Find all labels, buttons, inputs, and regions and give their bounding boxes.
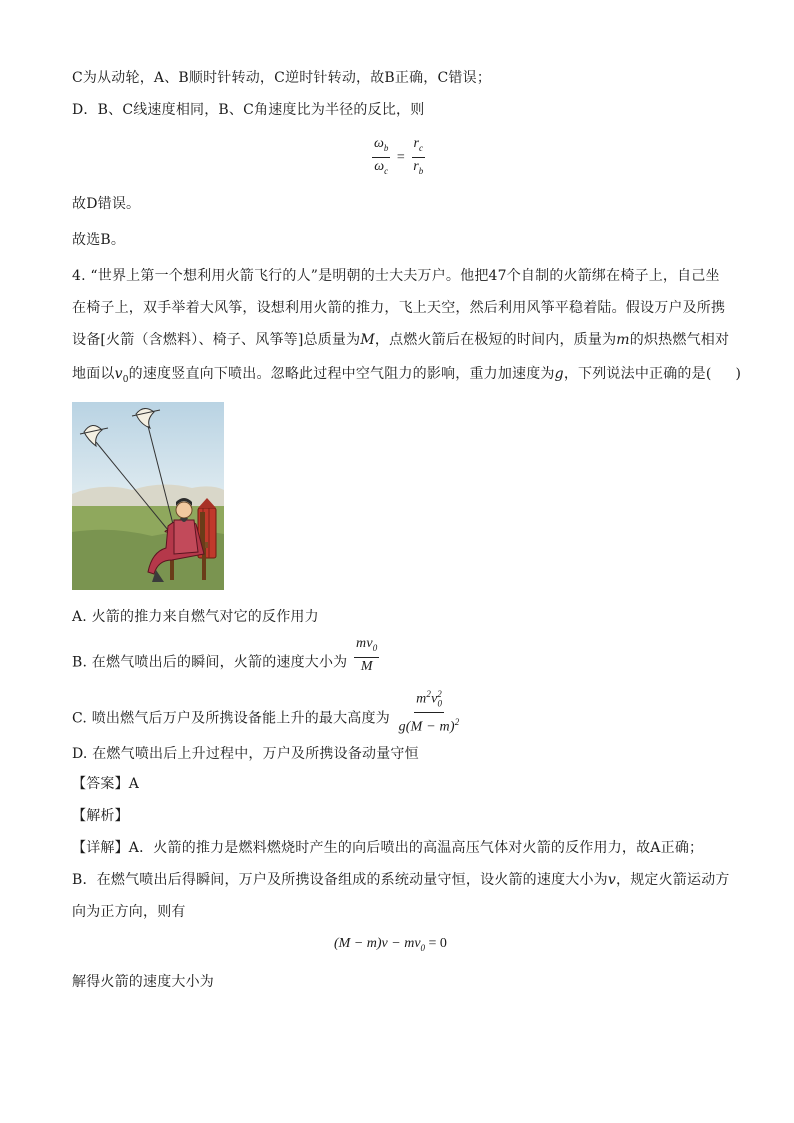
r-b: r bbox=[413, 158, 419, 174]
detail-a: 【详解】A．火箭的推力是燃料燃烧时产生的向后喷出的高温高压气体对火箭的反作用力，故A正确； bbox=[72, 840, 704, 856]
r-b-sub: b bbox=[418, 165, 424, 176]
var-M: M bbox=[360, 332, 375, 348]
omega-c: ω bbox=[374, 158, 385, 174]
option-c-num-m: m bbox=[416, 691, 427, 707]
q4-line3-part-a: 设备[火箭（含燃料）、椅子、风筝等]总质量为 bbox=[72, 332, 361, 348]
analysis-label: 【解析】 bbox=[72, 808, 129, 824]
angular-velocity-ratio-formula bbox=[372, 136, 425, 179]
q4-line4-part-b: 的速度竖直向下喷出。忽略此过程中空气阻力的影响，重力加速度为 bbox=[128, 366, 555, 382]
detail-b-text-end: ，规定火箭运动方 bbox=[616, 872, 730, 888]
question-4-line-2: 在椅子上，双手举着大风筝，设想利用火箭的推力，飞上天空，然后利用风筝平稳着陆。假设万户及所携 bbox=[72, 300, 726, 316]
momentum-equation bbox=[334, 936, 447, 953]
option-b-numerator-sub: 0 bbox=[372, 642, 378, 653]
text-line-3: 故D错误。 bbox=[72, 196, 141, 212]
option-b-formula bbox=[354, 636, 379, 674]
option-c-text: C. 喷出燃气后万户及所携设备能上升的最大高度为 bbox=[72, 710, 390, 727]
detail-b-line-3: 解得火箭的速度大小为 bbox=[72, 974, 214, 990]
option-c-formula bbox=[397, 689, 462, 736]
text-line-2: D．B、C线速度相同，B、C角速度比为半径的反比，则 bbox=[72, 102, 425, 118]
momentum-lhs: (M − m)v − mv bbox=[334, 936, 421, 951]
option-c-num-m-sup: 2 bbox=[426, 689, 432, 699]
q4-line4-part-a: 地面以 bbox=[72, 366, 115, 382]
option-b-text: B. 在燃气喷出后的瞬间，火箭的速度大小为 bbox=[72, 654, 348, 671]
omega-b: ω bbox=[374, 136, 384, 151]
option-a: A. 火箭的推力来自燃气对它的反作用力 bbox=[72, 609, 319, 625]
question-4-line-1: 4. “世界上第一个想利用火箭飞行的人”是明朝的士大夫万户。他把47个自制的火箭绑在椅子上，自己坐 bbox=[72, 268, 720, 284]
radius-fraction bbox=[411, 136, 425, 179]
option-b bbox=[72, 636, 379, 674]
omega-b-sub: b bbox=[383, 142, 389, 153]
q4-line3-part-c: 的炽热燃气相对 bbox=[629, 332, 730, 348]
answer-label: 【答案】A bbox=[72, 776, 140, 792]
option-c-num-v-sub: 0 bbox=[437, 698, 443, 709]
option-c-denominator-sup: 2 bbox=[454, 717, 460, 728]
momentum-sub: 0 bbox=[420, 942, 426, 953]
option-c bbox=[72, 689, 461, 736]
option-d: D. 在燃气喷出后上升过程中，万户及所携设备动量守恒 bbox=[72, 746, 419, 762]
momentum-rhs: = 0 bbox=[425, 936, 447, 951]
question-4-line-4 bbox=[72, 364, 741, 390]
r-c-sub: c bbox=[419, 142, 423, 153]
r-c: r bbox=[413, 136, 419, 151]
q4-line3-part-b: ，点燃火箭后在极短的时间内，质量为 bbox=[374, 332, 617, 348]
detail-b-line-2: 向为正方向，则有 bbox=[72, 904, 186, 920]
var-v0-sub: 0 bbox=[122, 374, 129, 385]
option-c-num-v-sup: 2 bbox=[437, 689, 442, 699]
var-m: m bbox=[616, 332, 630, 348]
wan-hu-illustration bbox=[72, 402, 224, 590]
option-b-numerator: mv bbox=[356, 636, 373, 651]
omega-c-sub: c bbox=[384, 165, 389, 176]
text-line-1: C为从动轮，A、B顺时针转动，C逆时针转动，故B正确，C错误； bbox=[72, 70, 492, 86]
detail-b-line-1 bbox=[72, 870, 730, 890]
question-4-line-3 bbox=[72, 330, 729, 350]
omega-fraction bbox=[372, 136, 390, 179]
option-c-num-v: v bbox=[431, 691, 438, 707]
var-g: g bbox=[554, 366, 564, 382]
q4-line4-part-d: ) bbox=[735, 366, 742, 382]
text-line-4: 故选B。 bbox=[72, 232, 126, 248]
equals-sign: = bbox=[396, 149, 405, 165]
option-c-denominator: g(M − m) bbox=[398, 720, 455, 736]
q4-line4-part-c: ，下列说法中正确的是( bbox=[563, 366, 712, 382]
detail-b-text: B．在燃气喷出后得瞬间，万户及所携设备组成的系统动量守恒，设火箭的速度大小为 bbox=[72, 872, 608, 888]
var-v0: v bbox=[114, 366, 123, 382]
option-b-denominator: M bbox=[360, 658, 373, 674]
wan-hu-picture bbox=[72, 402, 224, 590]
var-v: v bbox=[607, 872, 616, 888]
